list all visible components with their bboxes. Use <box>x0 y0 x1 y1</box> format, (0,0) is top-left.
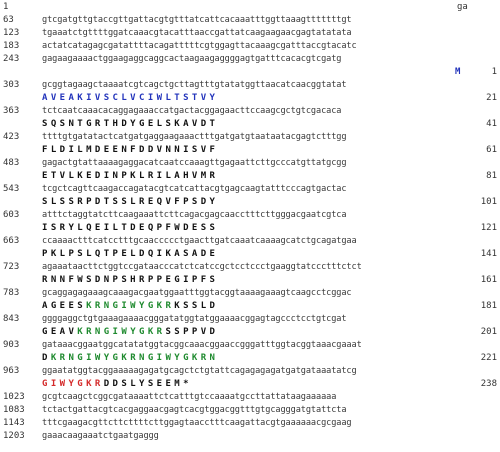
amino-acid-sequence <box>42 326 467 338</box>
amino-acid-sequence: PKLPSLQTPELDQIKASADE <box>42 249 219 259</box>
amino-acid-sequence: RNNFWSDNPSHRPPEGIPFS <box>42 275 219 285</box>
amino-acid-sequence: AVEAKIVSCLVCIWLTSTVY <box>42 93 219 103</box>
amino-acid-line <box>0 118 500 132</box>
residue-position: 238 <box>480 379 497 389</box>
residue-position: 101 <box>480 197 497 207</box>
nucleotide-sequence: gtcgatgttgtaccgttgattacgtgtttatcattcacaaatttggttaaagtttttttgt <box>42 15 352 25</box>
nucleotide-sequence: tctcaatcaaacacaggagaaaccatgactacggagaacttccaagcgctgtcgacaca <box>42 106 342 116</box>
nucleotide-position: 603 <box>3 210 20 220</box>
nucleotide-line <box>0 417 500 431</box>
amino-acid-sequence <box>42 352 467 364</box>
nucleotide-position: 783 <box>3 288 20 298</box>
amino-acid-sequence: ISRYLQEILTDEQPFWDESS <box>42 223 219 233</box>
nucleotide-line <box>0 287 500 301</box>
nucleotide-sequence: ggggaggctgtgaaagaaaacgggatatggtatggaaaacggagtagccctcctgtcgat <box>42 314 347 324</box>
nucleotide-line <box>0 183 500 197</box>
residue-position: 41 <box>486 119 497 129</box>
nucleotide-position: 903 <box>3 340 20 350</box>
nucleotide-sequence: atttctaggtatcttcaagaaattcttcagacgagcaacctttcttgggacgaatcgtca <box>42 210 347 220</box>
residue-position: 61 <box>486 145 497 155</box>
nucleotide-sequence: gaaacaagaaatctgaatgaggg <box>42 431 159 441</box>
nucleotide-position: 723 <box>3 262 20 272</box>
nucleotide-line <box>0 339 500 353</box>
nucleotide-sequence: tcgctcagttcaagaccagatacgtcatcattacgtgagcaagtatttcccagtgactac <box>42 184 347 194</box>
nucleotide-position: 1143 <box>3 418 25 428</box>
amino-acid-sequence: ETVLKEDINPKLRILAHVMR <box>42 171 219 181</box>
nucleotide-line <box>0 79 500 93</box>
amino-acid-line <box>0 274 500 288</box>
residue-position: 181 <box>480 301 497 311</box>
nucleotide-sequence: ccaaaactttcatcctttgcaaccccctgaacttgatcaaatcaaaagcatctgcagatgaa <box>42 236 357 246</box>
highlighted-motif: KRNGIWYGKR <box>86 301 175 311</box>
nucleotide-line <box>0 235 500 249</box>
nucleotide-sequence: ggaatatggtacggaaaaagagatgcagctctgtattcagagagagatgatgataaatatcg <box>42 366 357 376</box>
nucleotide-sequence: actatcatagagcgatattttacagatttttcgtggagttacaaagcgatttaccgtacatc <box>42 41 357 51</box>
nucleotide-position: 423 <box>3 132 20 142</box>
amino-acid-segment: DDSLYSEEM* <box>103 379 192 389</box>
nucleotide-line <box>0 53 500 67</box>
nucleotide-sequence: tttcgaagacgttcttcttttcttggagtaacctttcaagattacgtgaaaaaacgcgaag <box>42 418 352 428</box>
nucleotide-sequence: gagaagaaaactggaagaggcaggcactaagaagaggggagtgatttcacacgtcgatg <box>42 54 342 64</box>
amino-acid-sequence <box>42 300 467 312</box>
residue-position: 81 <box>486 171 497 181</box>
residue-position: 121 <box>480 223 497 233</box>
nucleotide-sequence: tgaaatctgttttggatcaaacgtacatttaaccgattatcaagaagaacgagtatatata <box>42 28 352 38</box>
nucleotide-line <box>0 14 500 28</box>
residue-position: 141 <box>480 249 497 259</box>
amino-acid-sequence: SQSNTGRTHDYGELSKAVDT <box>42 119 219 129</box>
amino-acid-line <box>0 352 500 366</box>
amino-acid-line <box>0 144 500 158</box>
amino-acid-line <box>0 378 500 392</box>
nucleotide-line <box>0 261 500 275</box>
nucleotide-line <box>0 105 500 119</box>
residue-position: 201 <box>480 327 497 337</box>
nucleotide-position: 483 <box>3 158 20 168</box>
amino-acid-line <box>0 222 500 236</box>
nucleotide-position: 1203 <box>3 431 25 441</box>
amino-acid-segment: D <box>42 353 51 363</box>
residue-position: 21 <box>486 93 497 103</box>
amino-acid-line <box>0 170 500 184</box>
nucleotide-position: 543 <box>3 184 20 194</box>
amino-acid-segment: AGEES <box>42 301 87 311</box>
nucleotide-position: 363 <box>3 106 20 116</box>
nucleotide-line <box>0 157 500 171</box>
nucleotide-sequence: gcggtagaagctaaaatcgtcagctgcttagtttgtatatggttaacatcaacggtatat <box>42 80 347 90</box>
nucleotide-sequence: tctactgattacgtcacgaggaacgagtcacgtggacggtttgtgcagggatgtattcta <box>42 405 347 415</box>
amino-acid-line <box>0 92 500 106</box>
start-position-label: 1 <box>3 2 9 12</box>
amino-acid-line <box>0 196 500 210</box>
nucleotide-position: 1023 <box>3 392 25 402</box>
nucleotide-line <box>0 313 500 327</box>
amino-acid-line <box>0 326 500 340</box>
amino-acid-line <box>0 66 500 80</box>
nucleotide-line <box>0 131 500 145</box>
nucleotide-line <box>0 430 500 444</box>
highlighted-motif: KRNGIWYGKR <box>77 327 166 337</box>
residue-position: 221 <box>480 353 497 363</box>
nucleotide-position: 303 <box>3 80 20 90</box>
nucleotide-sequence: gcgtcaagctcggcgataaaattctcatttgtccaaaatgccttattataagaaaaaa <box>42 392 337 402</box>
nucleotide-line <box>0 209 500 223</box>
amino-acid-sequence: SLSSRPDTSSLREQVFPSDY <box>42 197 219 207</box>
nucleotide-position: 123 <box>3 28 20 38</box>
nucleotide-sequence: ttttgtgatatactcatgatgaggaagaaactttgatgatgtaataatacgagtctttgg <box>42 132 347 142</box>
nucleotide-position: 243 <box>3 54 20 64</box>
nucleotide-sequence: gataaacggaatggcatatatggtacggcaaacggaaccgggatttggtacggtaaacgaaat <box>42 340 362 350</box>
highlighted-motif: KRNGIWYGKRNGIWYGKRN <box>50 353 219 363</box>
nucleotide-position: 963 <box>3 366 20 376</box>
nucleotide-position: 843 <box>3 314 20 324</box>
end-bases-label: ga <box>457 2 468 12</box>
nucleotide-position: 183 <box>3 41 20 51</box>
nucleotide-line <box>0 391 500 405</box>
nucleotide-position: 663 <box>3 236 20 246</box>
amino-acid-sequence: FLDILMDEENFDDVNNISVF <box>42 145 219 155</box>
nucleotide-position: 63 <box>3 15 14 25</box>
nucleotide-line <box>0 404 500 418</box>
amino-acid-segment: KSSLD <box>174 301 219 311</box>
amino-acid-line <box>0 300 500 314</box>
nucleotide-line <box>0 40 500 54</box>
amino-acid-segment: GEAV <box>42 327 78 337</box>
nucleotide-sequence: gcaggagagaaagcaaagacgaatggaatttggtacggtaaaagaaagtcaagcctcggac <box>42 288 352 298</box>
nucleotide-position: 1083 <box>3 405 25 415</box>
amino-acid-sequence: M <box>455 67 464 77</box>
nucleotide-sequence: agaaataacttctggtccgataacccatctcatccgctcctccctgaaggtatccctttctct <box>42 262 362 272</box>
nucleotide-sequence: gagactgtattaaaagaggacatcaatccaaagttgagaattcttgcccatgttatgcgg <box>42 158 347 168</box>
amino-acid-sequence <box>42 378 467 390</box>
amino-acid-line <box>0 248 500 262</box>
nucleotide-line <box>0 27 500 41</box>
residue-position: 1 <box>491 67 497 77</box>
residue-position: 161 <box>480 275 497 285</box>
nucleotide-line <box>0 365 500 379</box>
amino-acid-segment: SSPPVD <box>165 327 219 337</box>
highlighted-motif: GIWYGKR <box>42 379 104 389</box>
